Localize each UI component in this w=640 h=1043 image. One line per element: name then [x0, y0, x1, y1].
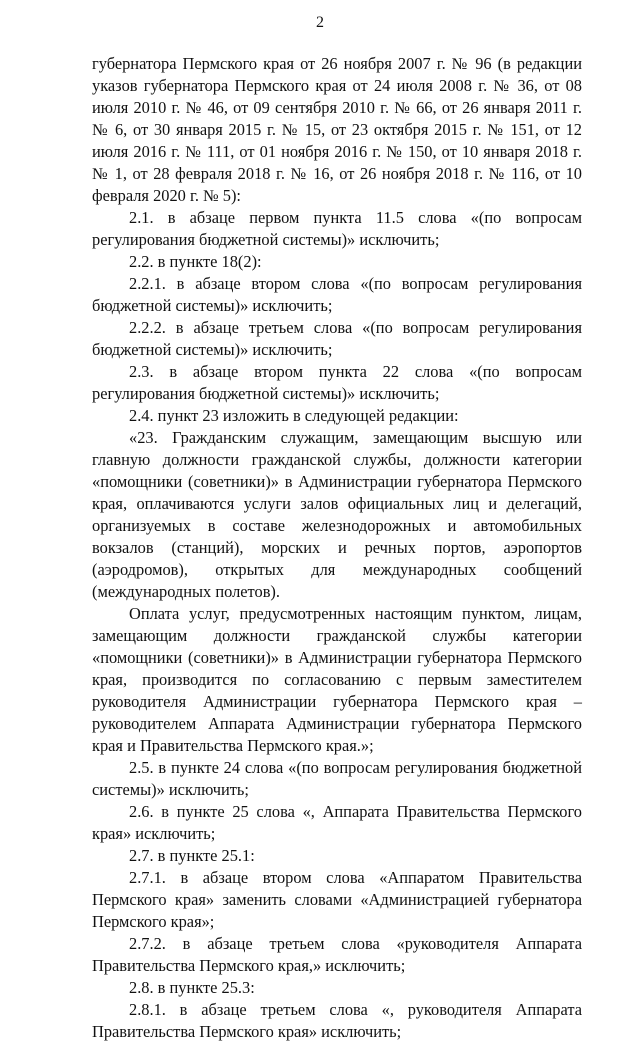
- paragraph: 2.7. в пункте 25.1:: [129, 846, 255, 865]
- paragraph: 2.8.1. в абзаце третьем слова «, руководителя Аппарата Правительства Пермского края» исключить;: [92, 1000, 582, 1041]
- paragraph: Оплата услуг, предусмотренных настоящим пунктом, лицам, замещающим должности гражданской службы категории «помощники (советники)» в Администрации губернатора Пермского края, производится по согласованию с первым заместителем руководителя Администрации губернатора Пермского края – руководителем Аппарата Администрации губернатора Пермского края и Правительства Пермского края.»;: [92, 604, 582, 755]
- page-number: 2: [316, 14, 324, 31]
- paragraph: 2.2.1. в абзаце втором слова «(по вопросам регулирования бюджетной системы)» исключить;: [92, 274, 582, 315]
- paragraph: 2.5. в пункте 24 слова «(по вопросам регулирования бюджетной системы)» исключить;: [92, 758, 582, 799]
- paragraph: 2.8. в пункте 25.3:: [129, 978, 255, 997]
- paragraph: 2.1. в абзаце первом пункта 11.5 слова «(по вопросам регулирования бюджетной системы)» исключить;: [92, 208, 582, 249]
- paragraph: 2.2.2. в абзаце третьем слова «(по вопросам регулирования бюджетной системы)» исключить;: [92, 318, 582, 359]
- paragraph: губернатора Пермского края от 26 ноября 2007 г. № 96 (в редакции указов губернатора Пермского края от 24 июля 2008 г. № 36, от 08 июля 2010 г. № 46, от 09 сентября 2010 г. № 66, от 26 января 2011 г. № 6, от 30 января 2015 г. № 15, от 23 октября 2015 г. № 151, от 12 июля 2016 г. № 111, от 01 ноября 2016 г. № 150, от 10 января 2018 г. № 1, от 28 февраля 2018 г. № 16, от 26 ноября 2018 г. № 116, от 10 февраля 2020 г. № 5):: [92, 54, 582, 205]
- paragraph: «23. Гражданским служащим, замещающим высшую или главную должности гражданской службы, должности категории «помощники (советники)» в Администрации губернатора Пермского края, оплачиваются услуги залов официальных лиц и делегаций, организуемых в составе железнодорожных и автомобильных вокзалов (станций), морских и речных портов, аэропортов (аэродромов), открытых для международных сообщений (международных полетов).: [92, 428, 582, 601]
- paragraph: 2.2. в пункте 18(2):: [129, 252, 262, 271]
- paragraph: 2.6. в пункте 25 слова «, Аппарата Правительства Пермского края» исключить;: [92, 802, 582, 843]
- paragraph: 2.7.1. в абзаце втором слова «Аппаратом Правительства Пермского края» заменить словами «Администрацией губернатора Пермского края»;: [92, 868, 582, 931]
- paragraph: 2.7.2. в абзаце третьем слова «руководителя Аппарата Правительства Пермского края,» исключить;: [92, 934, 582, 975]
- document-body: [92, 53, 582, 1043]
- paragraph: 2.4. пункт 23 изложить в следующей редакции:: [129, 406, 459, 425]
- paragraph: 2.3. в абзаце втором пункта 22 слова «(по вопросам регулирования бюджетной системы)» исключить;: [92, 362, 582, 403]
